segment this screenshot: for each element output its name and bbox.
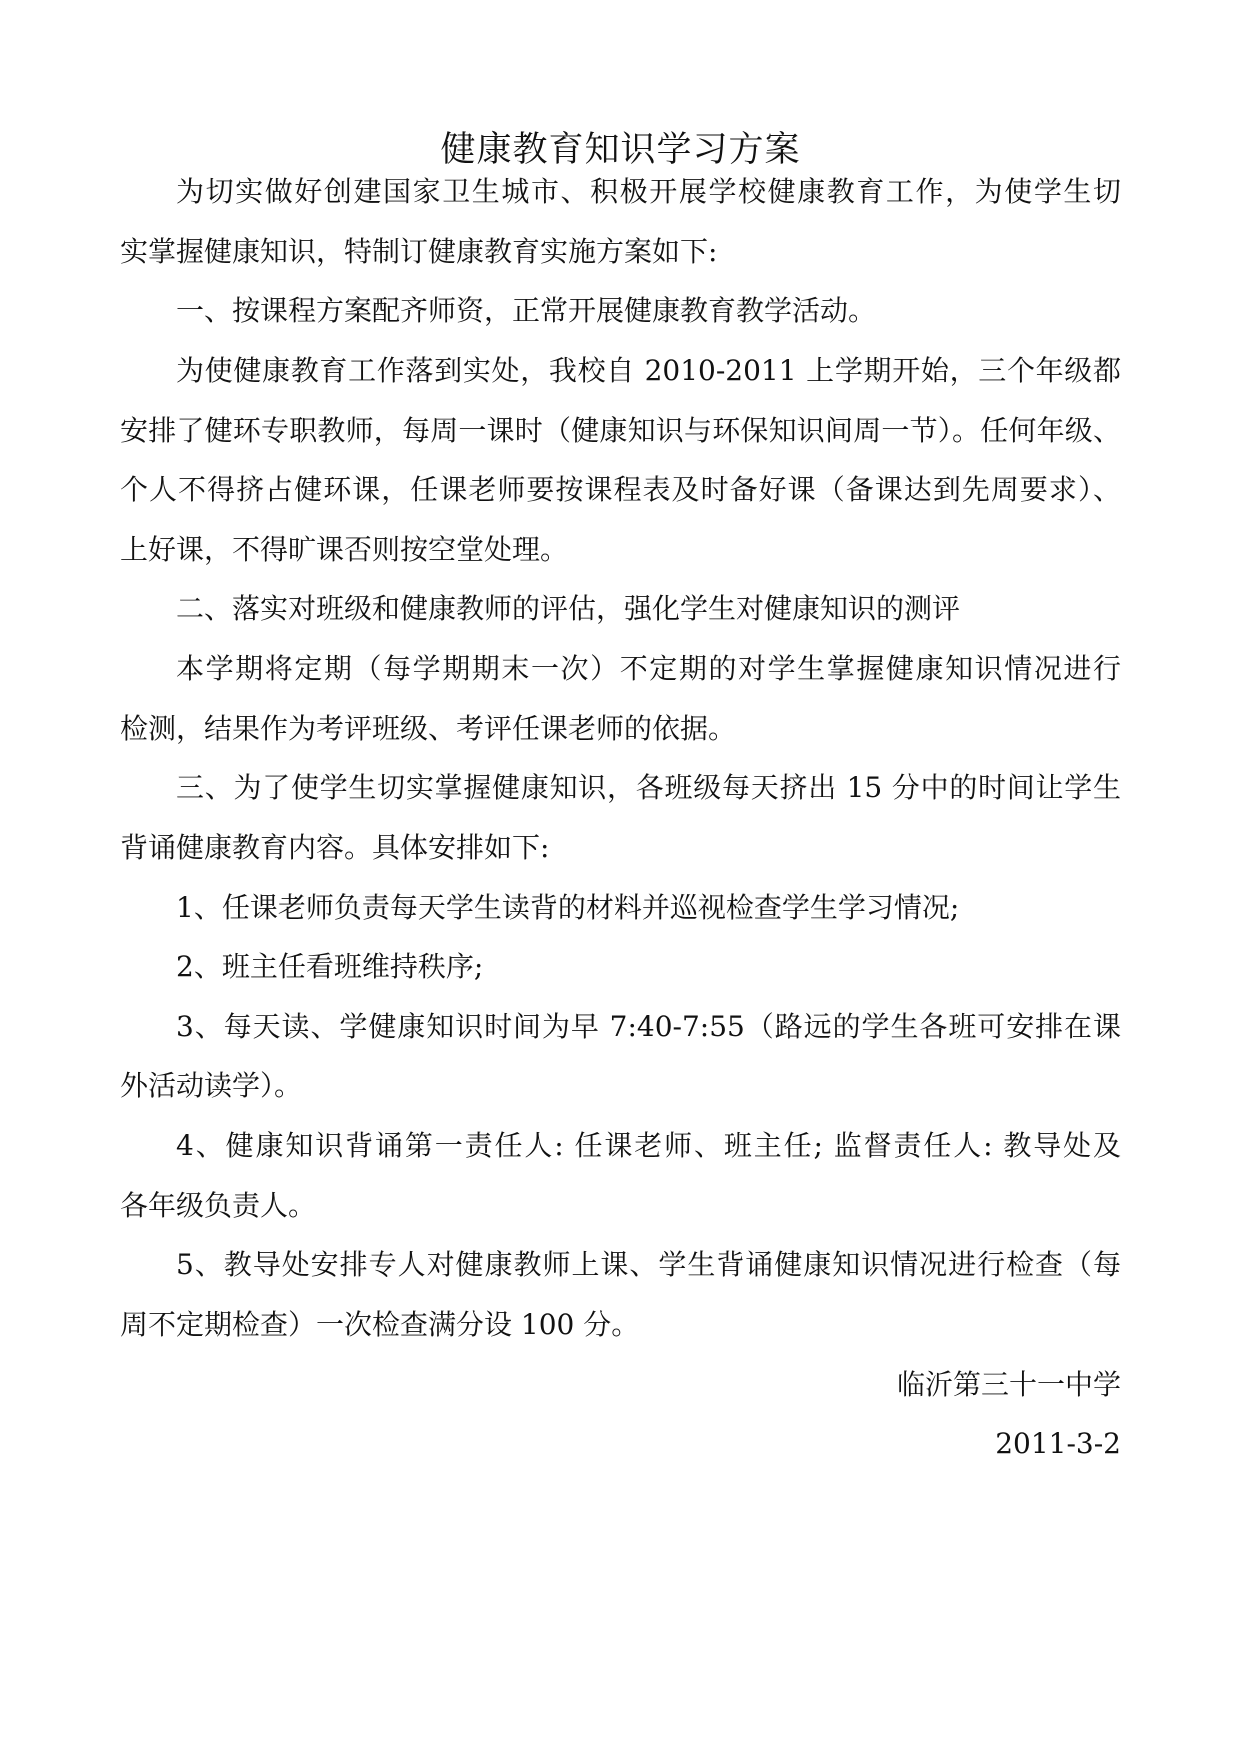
list-item-1: 1、任课老师负责每天学生读背的材料并巡视检查学生学习情况; (176, 891, 960, 924)
list-item-5: 5、教导处安排专人对健康教师上课、学生背诵健康知识情况进行检查（每 (176, 1248, 1121, 1281)
section-heading-2: 二、落实对班级和健康教师的评估，强化学生对健康知识的测评 (176, 592, 961, 625)
section-heading-1: 一、按课程方案配齐师资，正常开展健康教育教学活动。 (176, 294, 877, 327)
signature-organization: 临沂第三十一中学 (896, 1368, 1121, 1401)
list-item-4: 4、健康知识背诵第一责任人: 任课老师、班主任; 监督责任人: 教导处及 (176, 1129, 1121, 1162)
paragraph-line: 为切实做好创建国家卫生城市、积极开展学校健康教育工作，为使学生切 (176, 175, 1121, 208)
paragraph-line: 背诵健康教育内容。具体安排如下: (120, 831, 550, 864)
paragraph-line: 本学期将定期（每学期期末一次）不定期的对学生掌握健康知识情况进行 (176, 652, 1121, 685)
section-heading-3: 三、为了使学生切实掌握健康知识，各班级每天挤出 15 分中的时间让学生 (176, 771, 1121, 804)
list-item-4-continued: 各年级负责人。 (120, 1189, 317, 1222)
paragraph-line: 个人不得挤占健环课，任课老师要按课程表及时备好课（备课达到先周要求）、 (120, 473, 1121, 506)
paragraph-line: 检测，结果作为考评班级、考评任课老师的依据。 (120, 712, 737, 745)
document-title: 健康教育知识学习方案 (440, 130, 801, 170)
signature-date: 2011-3-2 (995, 1427, 1121, 1460)
list-item-2: 2、班主任看班维持秩序; (176, 950, 484, 983)
list-item-3: 3、每天读、学健康知识时间为早 7:40-7:55（路远的学生各班可安排在课 (176, 1010, 1121, 1043)
paragraph-line: 上好课，不得旷课否则按空堂处理。 (120, 533, 569, 566)
paragraph-line: 实掌握健康知识，特制订健康教育实施方案如下: (120, 235, 718, 268)
paragraph-line: 安排了健环专职教师，每周一课时（健康知识与环保知识间周一节）。任何年级、 (120, 414, 1121, 447)
paragraph-line: 为使健康教育工作落到实处，我校自 2010-2011 上学期开始，三个年级都 (176, 354, 1121, 387)
list-item-3-continued: 外活动读学）。 (120, 1069, 303, 1102)
list-item-5-continued: 周不定期检查）一次检查满分设 100 分。 (120, 1308, 640, 1341)
